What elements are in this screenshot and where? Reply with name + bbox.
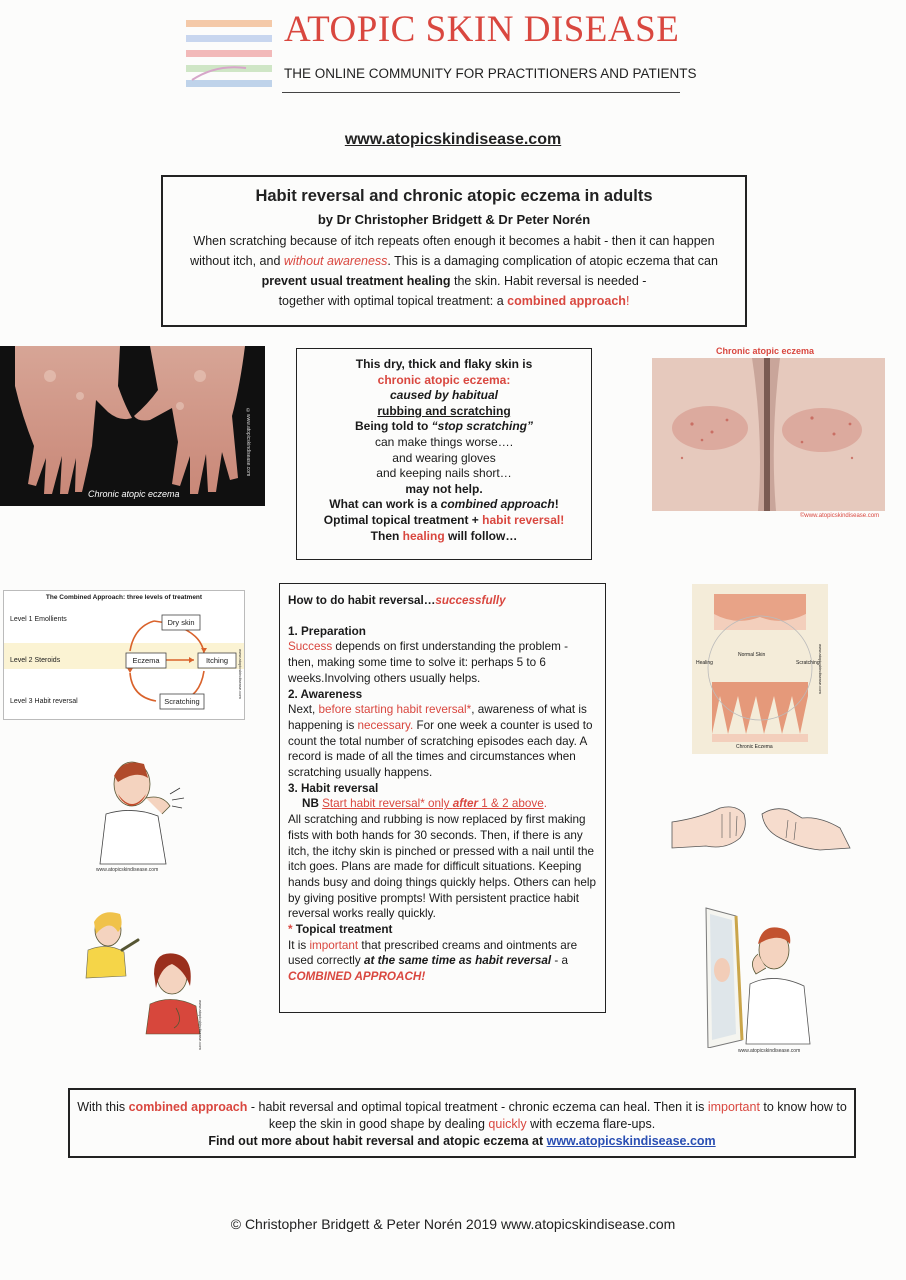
node-scratching: Scratching [164,697,200,706]
how-text: Success [288,640,333,654]
how-text: Start habit reversal* only [322,797,453,811]
bottom-find-more [70,1133,854,1150]
intro-text-highlight: without awareness [283,254,388,268]
scratching-man-illustration [92,754,192,874]
intro-text-part: ! [625,294,630,308]
knees-caption: Chronic atopic eczema [716,346,815,356]
bottom-text-part: Find out more about habit reversal and atopic eczema at [208,1134,547,1148]
bottom-text-highlight: combined approach [128,1100,248,1114]
section-heading-topical [288,922,597,938]
how-text: Next, [288,703,319,717]
mid-line: may not help. [405,481,483,496]
mid-text: Optimal topical treatment + [323,512,483,527]
knees-illustration [652,358,885,511]
mid-text: healing [402,528,445,543]
how-text: important [309,938,359,952]
mid-text: combined approach [440,497,555,512]
how-text: , awareness of what is happening is [288,703,587,732]
intro-text-part: the skin. Habit reversal is needed - [450,274,647,288]
intro-text [181,231,727,311]
bottom-text-part: With this [77,1100,129,1114]
logo-stripes [186,16,272,92]
brand-title: ATOPIC SKIN DISEASE [284,9,680,50]
section-text-preparation [288,639,597,686]
intro-text-bold: prevent usual treatment healing [261,274,451,288]
section-text-topical [288,938,597,985]
intro-text-part: When scratching because of itch repeats often enough it becomes a habit - then it can happen without itch, and [190,234,715,268]
bottom-summary-box [68,1088,856,1158]
mid-text: “stop scratching” [431,419,533,434]
diagram-cycle [4,591,244,719]
hands-illustration [0,346,265,506]
intro-box [161,175,747,327]
mid-line [297,529,591,545]
mid-line: caused by habitual [389,388,499,403]
nb-label: NB [302,797,319,811]
how-text: . [543,797,547,811]
mid-text: ! [554,497,559,512]
mid-line [297,419,591,435]
mid-text: habit reversal! [482,512,565,527]
mid-line: chronic atopic eczema: [377,372,511,387]
two-women-illustration [80,904,210,1046]
how-text: necessary. [357,718,414,732]
how-text: Topical treatment [292,923,393,937]
mid-text: Being told to [354,419,432,434]
label-normal-skin: Normal Skin [738,652,766,658]
node-itching: Itching [205,656,229,665]
mirror-man-illustration [700,904,824,1048]
mid-text: will follow… [444,528,518,543]
section-heading-preparation: 1. Preparation [288,624,366,638]
node-eczema: Eczema [132,656,160,665]
section-heading-habit-reversal: 3. Habit reversal [288,781,379,795]
how-text: For one week a counter is used to count the total number of scratching episodes each day. A record is made of all the times and circumstances when scratching usually happens. [288,718,593,780]
hands-caption: Chronic atopic eczema [88,489,180,499]
how-to-box [279,583,606,1013]
how-text: after [452,797,479,811]
node-dry-skin: Dry skin [167,618,195,627]
mid-line: can make things worse…. [374,434,514,449]
knees-photo [652,358,885,511]
cartoon3-watermark: www.atopicskindisease.com [738,1048,801,1054]
how-text: at the same time as habit reversal [364,954,552,968]
cartoon1-watermark: www.atopicskindisease.com [96,867,159,873]
level2-label: Level 2 Steroids [10,657,61,664]
mid-line: and keeping nails short… [376,466,512,481]
intro-text-part: . This is a damaging complication of atopic eczema that can [387,254,718,268]
how-text: before starting habit reversal* [318,703,472,717]
how-text: It is [288,938,310,952]
bottom-text [70,1099,854,1133]
how-text: - a [551,954,568,968]
how-title-text: How to do habit reversal… [288,594,436,607]
bottom-text-highlight: quickly [488,1117,527,1131]
level3-label: Level 3 Habit reversal [10,698,78,705]
section-text-awareness [288,702,597,781]
how-text: 1 & 2 above [478,797,544,811]
section-text-habit-reversal: All scratching and rubbing is now replaced by first making fists with both hands for 30 seconds. Then, if there is any itch, the itchy skin is pinched or pressed with a nail until the itch goes. Plans are made for difficult situations. Keeping hands busy and doing things quickly helps. Others can help by giving positive prompts! With persistent practice habit reversal works really quickly. [288,813,596,921]
hands-photo [0,346,265,506]
intro-title: Habit reversal and chronic atopic eczema in adults [255,187,653,205]
intro-text-part: together with optimal topical treatment: a [278,294,508,308]
diagram-title: The Combined Approach: three levels of treatment [45,594,203,601]
bottom-text-part: - habit reversal and optimal topical treatment - chronic eczema can heal. Then it is [247,1100,708,1114]
mid-line: rubbing and scratching [377,403,511,418]
bottom-site-link[interactable]: www.atopicskindisease.com [546,1134,716,1148]
mid-line [297,513,591,529]
label-healing: Healing [696,660,713,666]
how-title [288,593,597,609]
nb-note [288,796,597,812]
middle-message-box [296,348,592,560]
bottom-text-part: with eczema flare-ups. [526,1117,656,1131]
label-chronic-eczema: Chronic Eczema [736,744,773,750]
mid-text: Then [370,528,403,543]
knees-copyright: ©www.atopicskindisease.com [800,513,880,519]
cartoon2-watermark: www.atopicskindisease.com [198,1000,203,1050]
bottom-text-highlight: important [707,1100,760,1114]
how-text: COMBINED APPROACH! [288,970,426,984]
how-text: that prescribed creams and ointments are used correctly [288,938,578,968]
hands-watermark: ©www.atopicskindisease.com [245,408,251,477]
combined-approach-diagram [3,590,245,720]
mid-line: This dry, thick and flaky skin is [355,357,533,371]
intro-text-highlight: combined approach [507,294,626,308]
header-rule [282,92,680,93]
skin-diagram-watermark: www.atopicskindisease.com [818,644,823,694]
brand-subtitle: THE ONLINE COMMUNITY FOR PRACTITIONERS AND PATIENTS [284,66,697,81]
fists-illustration [670,798,852,862]
label-scratching: Scratching [796,660,820,666]
site-url-link[interactable]: www.atopicskindisease.com [344,131,562,148]
intro-authors: by Dr Christopher Bridgett & Dr Peter Norén [317,212,591,227]
mid-line [297,497,591,513]
mid-line: and wearing gloves [392,450,496,465]
diagram-watermark: www.atopicskindisease.com [238,649,243,699]
how-text: depends on first understanding the problem - then, making some time to solve it: perhaps 5 to 6 weeks.Involving others usually helps. [288,640,569,685]
skin-layers [692,584,828,754]
asterisk: * [288,923,293,937]
bottom-text-part: to know how to keep the skin in good shape by dealing [268,1100,847,1131]
mid-text: What can work is a [329,497,441,512]
how-title-highlight: successfully [435,594,506,607]
section-heading-awareness: 2. Awareness [288,687,363,701]
footer-copyright: © Christopher Bridgett & Peter Norén 2019 www.atopicskindisease.com [230,1216,676,1232]
level1-label: Level 1 Emollients [10,616,67,623]
skin-cross-section-diagram [692,584,828,754]
